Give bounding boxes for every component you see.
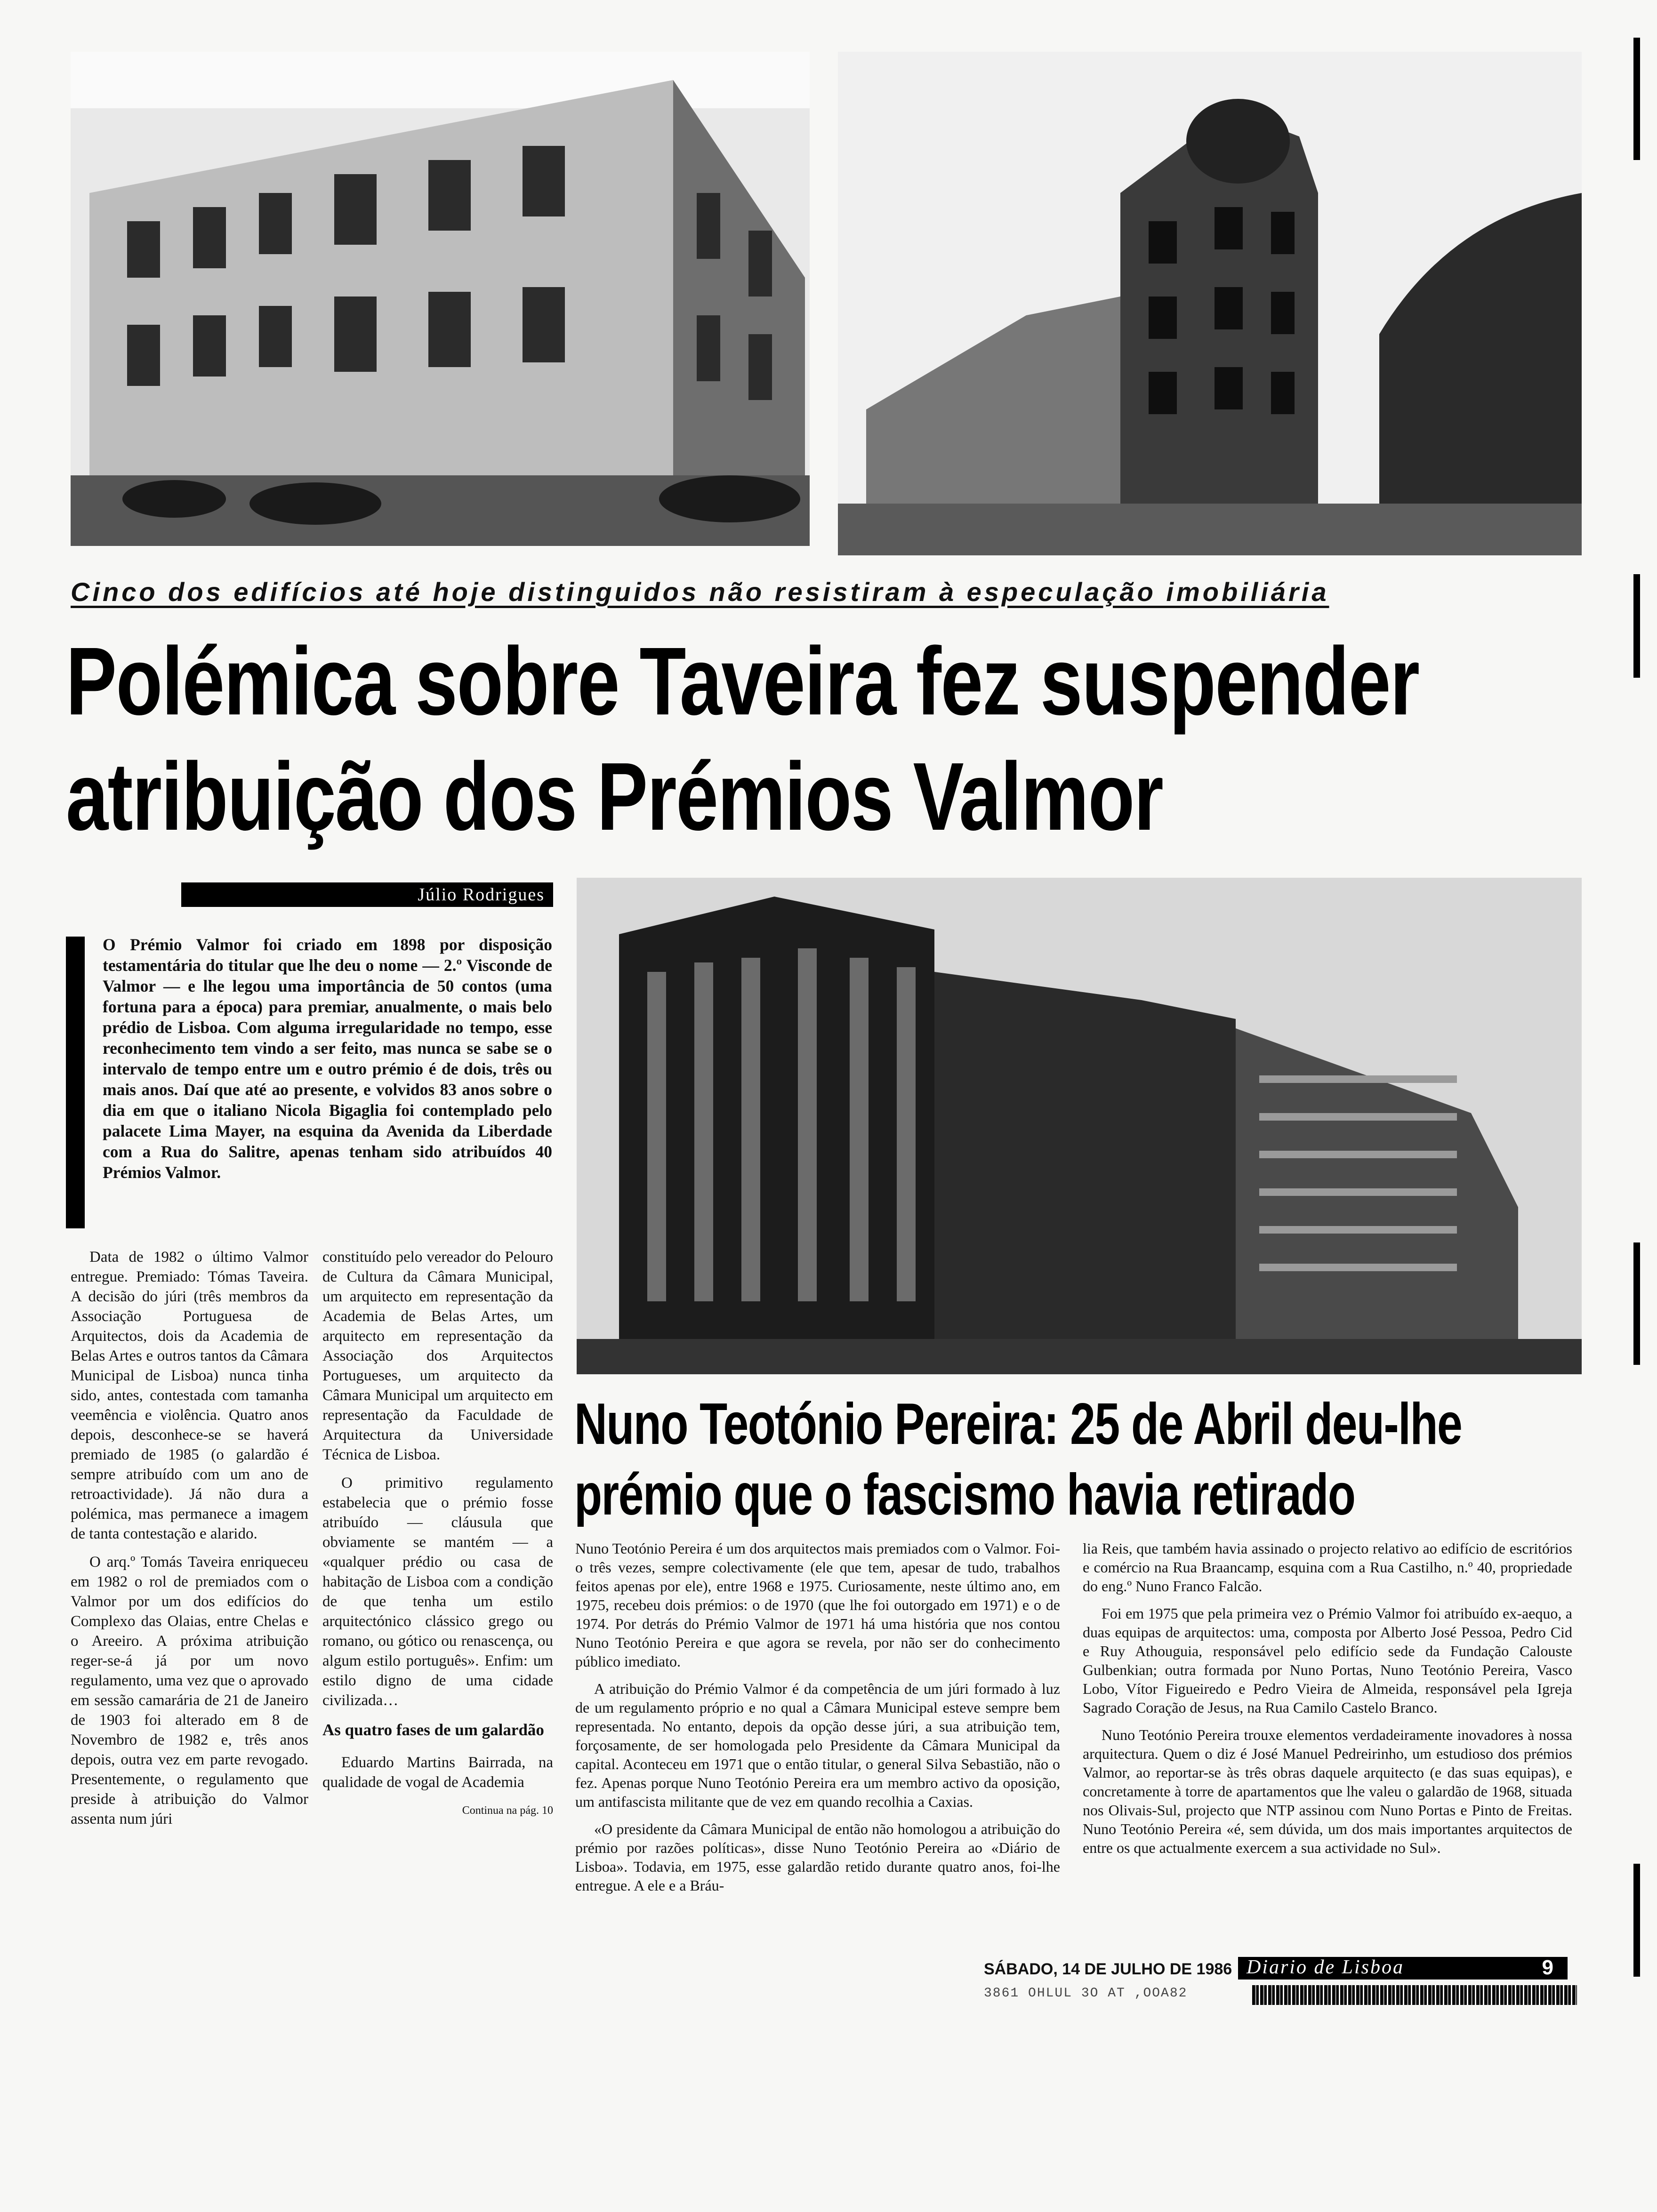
footer-masthead xyxy=(1238,1957,1568,1980)
scan-mark xyxy=(1633,38,1640,160)
column-2 xyxy=(322,1247,553,1820)
page-number: 9 xyxy=(1542,1956,1553,1979)
nuno-headline-line-1: Nuno Teotónio Pereira: 25 de Abril deu-lhe xyxy=(574,1392,1462,1457)
byline-bar xyxy=(181,882,553,907)
lead-paragraph: O Prémio Valmor foi criado em 1898 por disposição testamentária do titular que lhe deu o nome — 2.º Visconde de Valmor — e lhe legou uma importância de 50 contos (uma fortuna para a época) para premiar, anualmente, o mais belo prédio de Lisboa. Com alguma irregularidade no tempo, esse reconhecimento tem vindo a ser feito, mas nunca se sabe se o intervalo de tempo entre um e outro prémio é de dois, três ou mais anos. Daí que até ao presente, e volvidos 83 anos sobre o dia em que o italiano Nicola Bigaglia foi contemplado pelo palacete Lima Mayer, na esquina da Avenida da Liberdade com a Rua do Salitre, apenas tenham sido atribuídos 40 Prémios Valmor. xyxy=(103,935,552,1182)
nuno-col-b-paragraph-1: lia Reis, que também havia assinado o projecto relativo ao edifício de escritórios e comércio na Rua Braancamp, esquina com a Rua Castilho, n.º 40, propriedade do eng.º Nuno Franco Falcão. xyxy=(1083,1540,1572,1595)
col2-paragraph-3: Eduardo Martins Bairrada, na qualidade de vogal de Academia xyxy=(322,1754,553,1791)
photo-corner-building xyxy=(838,52,1582,555)
col2-paragraph-2: O primitivo regulamento estabelecia que o prémio fosse atribuído — cláusula que obviamente se mantém — a «qualquer prédio ou casa de habitação de Lisboa com a condição de que tenha um estilo arquitectónico clássico grego ou romano, ou gótico ou renascença, ou algum estilo português». Enfim: um estilo digno de uma cidade civilizada… xyxy=(322,1475,553,1709)
kicker: Cinco dos edifícios até hoje distinguidos não resistiram à especulação imobiliária xyxy=(71,577,1329,607)
footer-date: SÁBADO, 14 DE JULHO DE 1986 xyxy=(984,1960,1232,1978)
lead-bar xyxy=(66,937,85,1228)
masthead-name: Diario de Lisboa xyxy=(1247,1956,1405,1978)
nuno-col-b-paragraph-2: Foi em 1975 que pela primeira vez o Prémio Valmor foi atribuído ex-aequo, a duas equipas de arquitectos: uma, composta por Alberto José Pessoa, Pedro Cid e Ruy Athouguia, responsável pelo edifício sede da Fundação Calouste Gulbenkian; outra formada por Nuno Portas, Nuno Teotónio Pereira, Vasco Lobo, Vítor Figueiredo e Pedro Vieira de Almeida, responsável pela Igreja Sagrado Coração de Jesus, na Rua Camilo Castelo Branco. xyxy=(1083,1605,1572,1716)
footer-scan-noise xyxy=(1252,1985,1577,2005)
nuno-col-a-paragraph-3: «O presidente da Câmara Municipal de então não homologou a atribuição do prémio por razões políticas», disse Nuno Teotónio Pereira ao «Diário de Lisboa». Todavia, em 1975, esse galardão retido durante quatro anos, foi-lhe entregue. A ele e a Bráu- xyxy=(575,1820,1060,1894)
footer-mirrored-strip: 3861 OHLUL 3O AT ,OOA82 xyxy=(984,1986,1188,2001)
nuno-headline-line-2: prémio que o fascismo havia retirado xyxy=(574,1462,1355,1527)
col2-paragraph-1: constituído pelo vereador do Pelouro de Cultura da Câmara Municipal, um arquitecto em representação da Academia de Belas Artes, um arquitecto em representação da Associação dos Arquitectos Portugueses, um arquitecto da Câmara Municipal um arquitecto em representação da Faculdade de Arquitectura da Universidade Técnica de Lisboa. xyxy=(322,1249,553,1463)
nuno-column-a xyxy=(575,1539,1060,1903)
col1-paragraph-1: Data de 1982 o último Valmor entregue. Premiado: Tómas Taveira. A decisão do júri (três membros da Associação Portuguesa de Arquitectos, dois da Academia de Belas Artes e outros tantos da Câmara Municipal de Lisboa) nunca tinha sido, antes, contestada com tamanha veemência e violência. Quatro anos depois, desconhece-se se haverá premiado de 1985 (o galardão é sempre atribuído com um ano de retroactividade). Já não dura a polémica, mas permanece a imagem de tanta contestação e alarido. xyxy=(71,1249,308,1542)
byline: Júlio Rodrigues xyxy=(418,885,545,905)
nuno-col-a-paragraph-1: Nuno Teotónio Pereira é um dos arquitectos mais premiados com o Valmor. Foi-o três vezes, sempre colectivamente (ele que tem, apesar de tudo, trabalhos feitos apenas por ele), entre 1968 e 1975. Curiosamente, neste último ano, em 1975, recebeu dois prémios: o de 1970 (que lhe foi outorgado em 1971) e o de 1974. Por detrás do Prémio Valmor de 1971 há uma história que nos contou Nuno Teotónio Pereira e que agora se revela, por não ser do conhecimento público imediato. xyxy=(575,1540,1060,1670)
scan-mark xyxy=(1633,574,1640,678)
scan-mark xyxy=(1633,1864,1640,1977)
col2-subhead: As quatro fases de um galardão xyxy=(322,1721,544,1739)
col1-paragraph-2: O arq.º Tomás Taveira enriqueceu em 1982 o rol de premiados com o Valmor por um dos edifícios do Complexo das Olaias, entre Chelas e o Areeiro. A próxima atribuição reger-se-á já por um novo regulamento, uma vez que o aprovado em sessão camarária de 21 de Janeiro de 1903 foi alterado em 8 de Novembro de 1982 e, três anos depois, outra vez em parte revogado. Presentemente, o regulamento que preside à atribuição do Valmor assenta num júri xyxy=(71,1554,308,1827)
headline-line-2: atribuição dos Prémios Valmor xyxy=(66,743,1163,850)
scan-mark xyxy=(1633,1242,1640,1365)
continues-note: Continua na pág. 10 xyxy=(462,1804,553,1817)
photo-palacete xyxy=(71,52,810,546)
column-1 xyxy=(71,1247,308,1837)
headline-line-1: Polémica sobre Taveira fez suspender xyxy=(66,627,1419,735)
photo-modern-building xyxy=(577,878,1582,1374)
nuno-col-b-paragraph-3: Nuno Teotónio Pereira trouxe elementos verdadeiramente inovadores à nossa arquitectura. Quem o diz é José Manuel Pedreirinho, um estudioso dos prémios Valmor, ao reportar-se às três obras daquele arquitecto (e das suas equipas), e concretamente à torre de apartamentos que lhe valeu o galardão de 1968, situada nos Olivais-Sul, projecto que NTP assinou com Nuno Portas e Pinto de Freitas. Nuno Teotónio Pereira «é, sem dúvida, um dos mais importantes arquitectos de entre os que actualmente exercem a sua actividade no Sul». xyxy=(1083,1726,1572,1856)
nuno-column-b xyxy=(1083,1539,1572,1866)
nuno-col-a-paragraph-2: A atribuição do Prémio Valmor é da competência de um júri formado à luz de um regulamento próprio e no qual a Câmara Municipal esteve sempre bem representada. No entanto, depois da opção desse júri, a sua atribuição tem, forçosamente, de ser homologada pelo Presidente da Câmara Municipal da capital. Aconteceu em 1971 que o então titular, o general Silva Sebastião, não o fez. Apenas porque Nuno Teotónio Pereira era um membro activo da oposição, um antifascista militante que de vez em quando recolhia a Caxias. xyxy=(575,1680,1060,1810)
